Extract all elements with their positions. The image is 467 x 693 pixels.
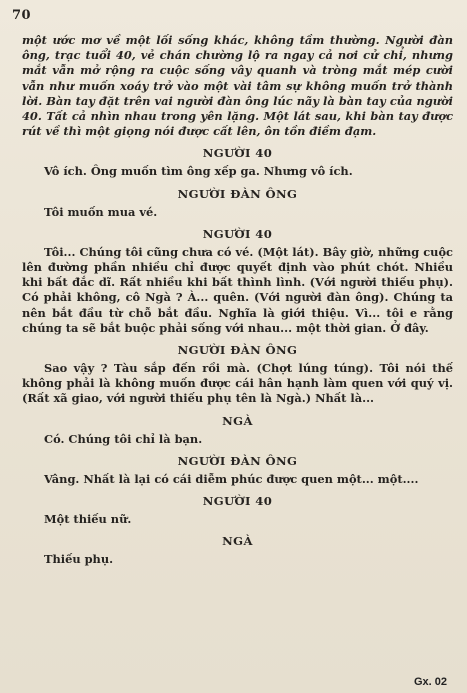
dialogue-line: Một thiếu nữ. <box>44 512 132 527</box>
speaker-name: NGƯỜI 40 <box>202 226 273 241</box>
speaker-name: NGÀ <box>222 413 253 428</box>
dialogue-line: Sao vậy ? Tàu sắp đến rồi mà. (Chợt lúng túng). Tôi nói thế không phải là không muốn được cái hân hạnh làm quen với quý vị. (Rất xã giao, với người thiếu phụ tên là Ngà.) Nhất là... <box>22 361 453 406</box>
dialogue-block <box>22 146 453 567</box>
dialogue-line: Thiếu phụ. <box>44 552 114 567</box>
dialogue-line: Có. Chúng tôi chỉ là bạn. <box>44 431 203 446</box>
dialogue-line: Vâng. Nhất là lại có cái diễm phúc được quen một... một.... <box>44 471 419 486</box>
stage-direction-paragraph: một ước mơ về một lối sống khác, không tầm thường. Người đàn ông, trạc tuổi 40, vẻ chán chường lộ ra ngay cả nơi cử chỉ, nhưng mắt vẫn mở rộng ra cuộc sống vây quanh và tròng mắt mép cười vẫn như muốn xoáy trở vào một vài tâm sự không muốn trở thành lời. Bàn tay đặt trên vai người đàn ông lúc nãy là bàn tay của người 40. Tất cả nhìn nhau trong yên lặng. Một lát sau, khi bàn tay được rút về thì một giọng nói được cất lên, ôn tồn điềm đạm. <box>22 33 453 139</box>
speaker-name: NGƯỜI 40 <box>202 494 273 509</box>
page-number: 70 <box>12 8 32 23</box>
dialogue-line: Tôi... Chúng tôi cũng chưa có vé. (Một lát). Bây giờ, những cuộc lên đường phần nhiều chỉ được quyết định vào phút chót. Nhiều khi bất đắc dĩ. Rất nhiều khi bất thình lình. (Với người thiếu phụ). Có phải không, cô Ngà ? À... quên. (Với người đàn ông). Chúng ta nên bắt đầu từ chỗ bắt đầu. Nghĩa là giới thiệu. Vì... tôi e rằng chúng ta sẽ bắt buộc phải sống với nhau... một thời gian. Ở đây. <box>22 244 453 335</box>
speaker-name: NGƯỜI 40 <box>202 146 273 161</box>
speaker-name: NGÀ <box>222 534 253 549</box>
dialogue-line: Tôi muốn mua vé. <box>44 204 158 219</box>
dialogue-line: Vô ích. Ông muốn tìm ông xếp ga. Nhưng vô ích. <box>44 164 353 179</box>
speaker-name: NGƯỜI ĐÀN ÔNG <box>177 343 298 358</box>
speaker-name: NGƯỜI ĐÀN ÔNG <box>177 453 298 468</box>
speaker-name: NGƯỜI ĐÀN ÔNG <box>177 186 298 201</box>
watermark-label: Gx. 02 <box>413 676 447 688</box>
